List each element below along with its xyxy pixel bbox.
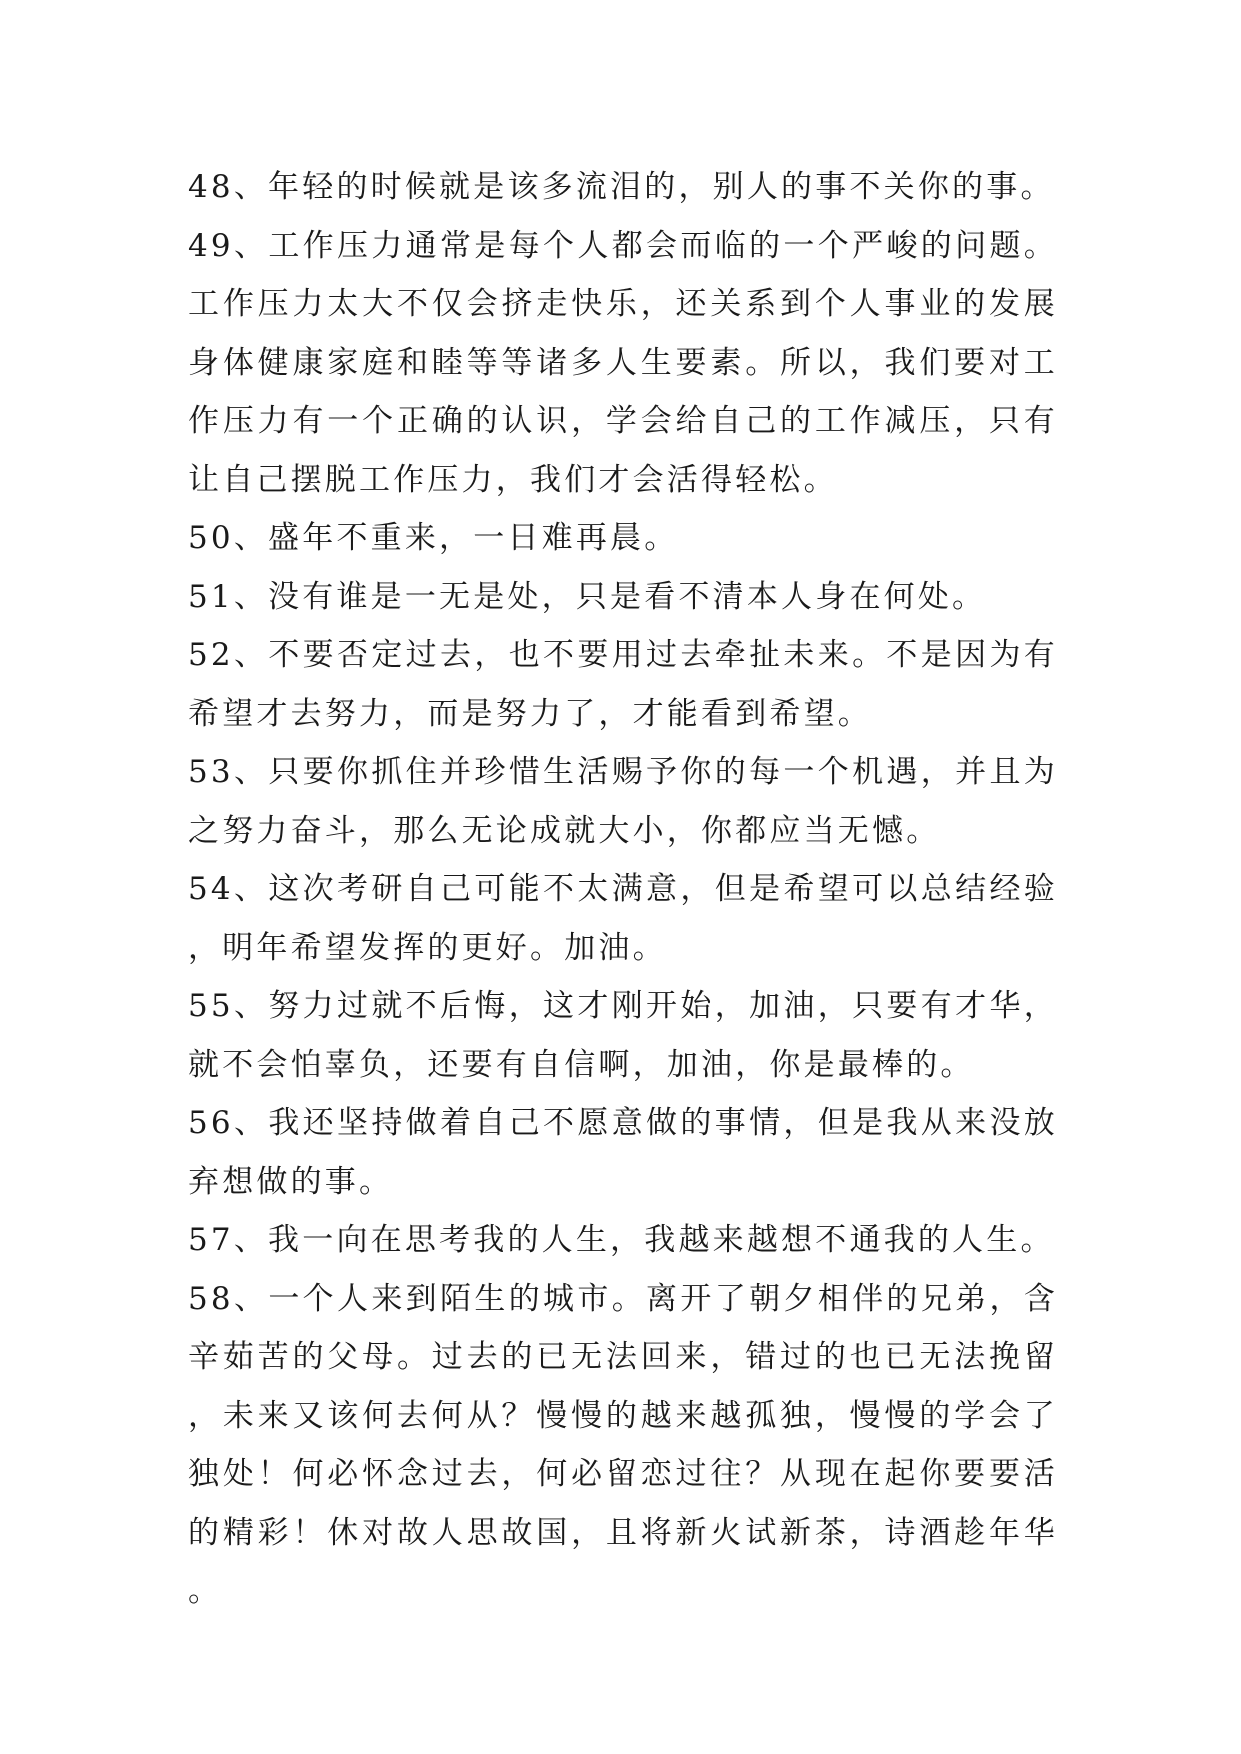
entry-52: 52、不要否定过去，也不要用过去牵扯未来。不是因为有希望才去努力，而是努力了，才能看到希望。 (188, 637, 1058, 732)
entry-57: 57、我一向在思考我的人生，我越来越想不通我的人生。 (188, 1222, 1055, 1258)
document-body (188, 158, 1058, 1621)
entry-48: 48、年轻的时候就是该多流泪的，别人的事不关你的事。 (188, 169, 1055, 205)
entry-50: 50、盛年不重来，一日难再晨。 (188, 520, 679, 556)
entry-53: 53、只要你抓住并珍惜生活赐予你的每一个机遇，并且为之努力奋斗，那么无论成就大小，你都应当无憾。 (188, 754, 1058, 849)
entry-58: 58、一个人来到陌生的城市。离开了朝夕相伴的兄弟，含辛茹苦的父母。过去的已无法回来，错过的也已无法挽留，未来又该何去何从？慢慢的越来越孤独，慢慢的学会了独处！何必怀念过去，何必留恋过往？从现在起你要要活的精彩！休对故人思故国，且将新火试新茶，诗酒趁年华。 (188, 1280, 1058, 1609)
entry-55: 55、努力过就不后悔，这才刚开始，加油，只要有才华，就不会怕辜负，还要有自信啊，加油，你是最棒的。 (188, 988, 1058, 1083)
entry-49: 49、工作压力通常是每个人都会而临的一个严峻的问题。工作压力太大不仅会挤走快乐，还关系到个人事业的发展身体健康家庭和睦等等诸多人生要素。所以，我们要对工作压力有一个正确的认识，学会给自己的工作减压，只有让自己摆脱工作压力，我们才会活得轻松。 (188, 227, 1058, 498)
entry-54: 54、这次考研自己可能不太满意，但是希望可以总结经验，明年希望发挥的更好。加油。 (188, 871, 1058, 966)
entry-51: 51、没有谁是一无是处，只是看不清本人身在何处。 (188, 578, 987, 615)
entry-56: 56、我还坚持做着自己不愿意做的事情，但是我从来没放弃想做的事。 (188, 1105, 1058, 1200)
